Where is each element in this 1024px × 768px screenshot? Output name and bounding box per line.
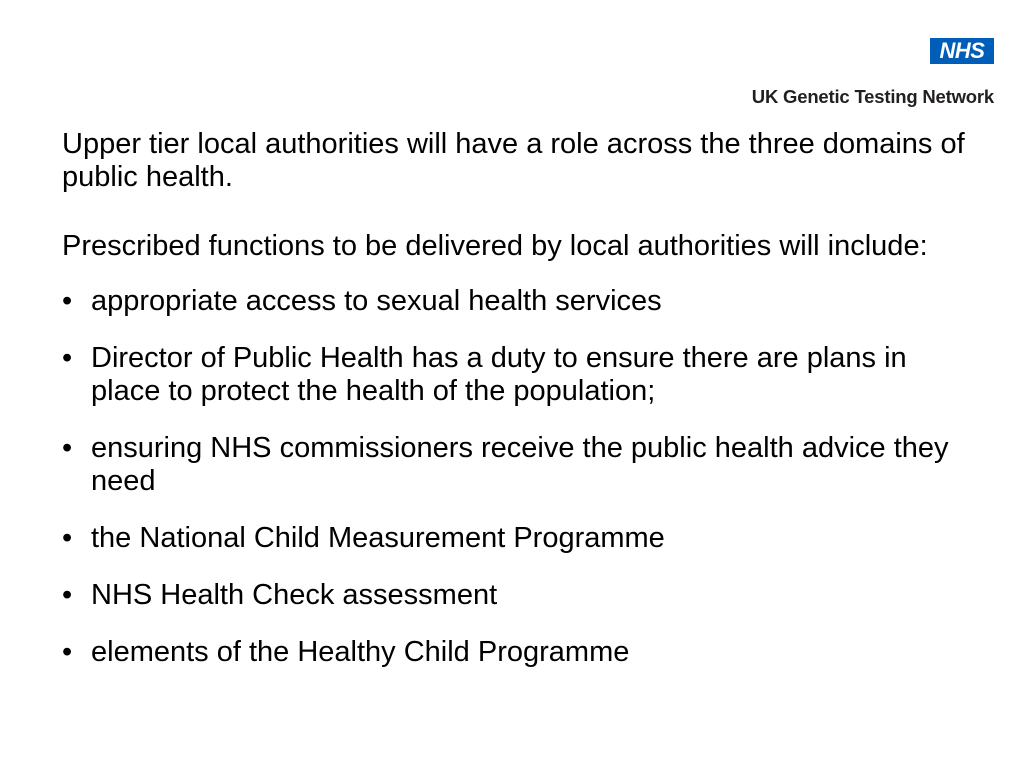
list-item: [62, 579, 982, 612]
list-item-text: appropriate access to sexual health services: [91, 285, 662, 317]
intro-paragraph: Upper tier local authorities will have a role across the three domains of public health.: [62, 128, 965, 193]
bullet-icon: •: [62, 636, 73, 668]
nhs-logo: NHS: [930, 38, 994, 64]
list-item-text: the National Child Measurement Programme: [91, 522, 665, 554]
list-item: [62, 285, 982, 318]
list-item: [62, 342, 982, 408]
list-item-text: NHS Health Check assessment: [91, 579, 498, 611]
slide-body: [62, 128, 982, 693]
functions-intro: Prescribed functions to be delivered by local authorities will include:: [62, 230, 928, 262]
network-name: UK Genetic Testing Network: [751, 86, 994, 107]
bullet-icon: •: [62, 432, 73, 464]
nhs-logo-block: [694, 38, 994, 116]
bullet-icon: •: [62, 522, 73, 554]
list-item-text: Director of Public Health has a duty to ensure there are plans in place to protect the health of the population;: [91, 342, 907, 407]
bullet-icon: •: [62, 285, 73, 317]
list-item-text: elements of the Healthy Child Programme: [91, 636, 630, 668]
list-item: [62, 522, 982, 555]
list-item-text: ensuring NHS commissioners receive the public health advice they need: [91, 432, 949, 497]
list-item: [62, 636, 982, 669]
bullet-icon: •: [62, 579, 73, 611]
list-item: [62, 432, 982, 498]
functions-list: [62, 285, 982, 669]
bullet-icon: •: [62, 342, 73, 374]
